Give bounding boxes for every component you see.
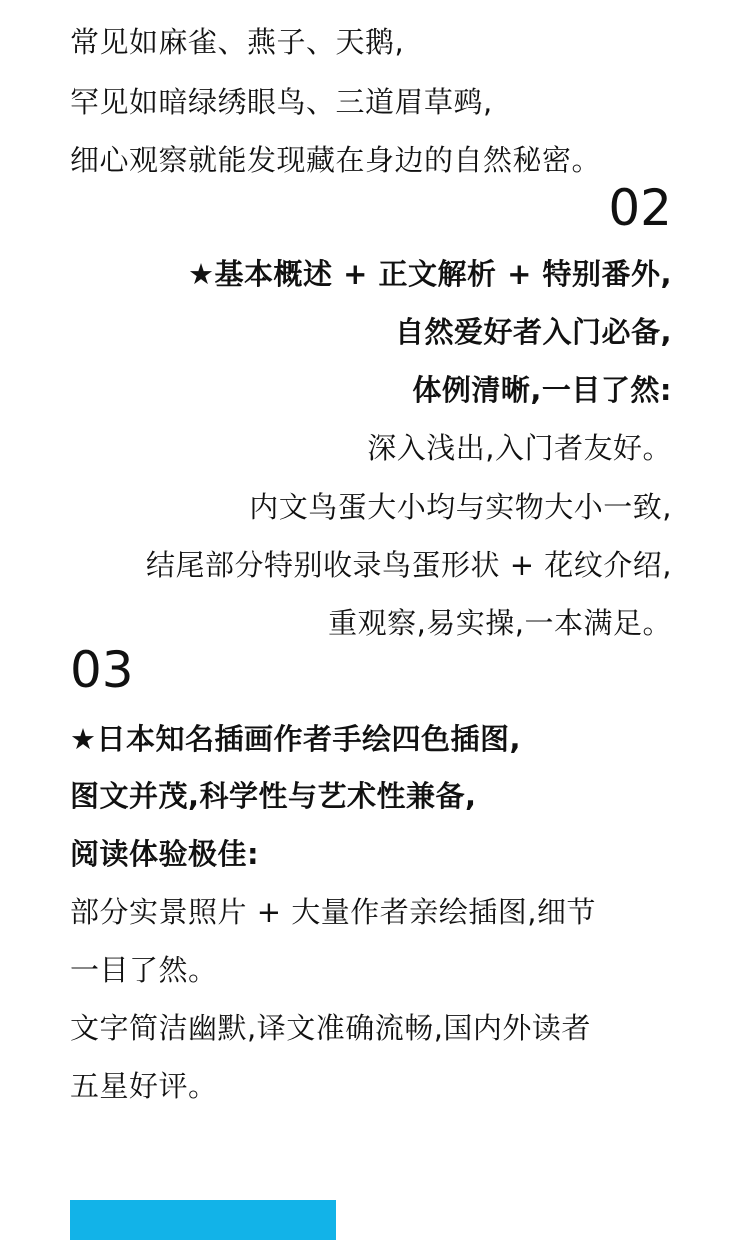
section02-bold-line-2: 自然爱好者入门必备, (394, 315, 672, 349)
section03-line-3: 文字简洁幽默,译文准确流畅,国内外读者 (70, 1011, 591, 1045)
section02-line-4: 重观察,易实操,一本满足。 (328, 606, 672, 640)
section02-bold-line-1: ★基本概述 + 正文解析 + 特别番外, (188, 257, 672, 291)
next-section-heading-bar (70, 1200, 336, 1240)
section03-line-2: 一目了然。 (70, 953, 218, 987)
section01-line-2: 罕见如暗绿绣眼鸟、三道眉草鹀, (70, 85, 493, 119)
section03-number: 03 (70, 641, 134, 699)
section03-bold-line-2: 图文并茂,科学性与艺术性兼备, (70, 779, 477, 813)
section03-bold-line-1: ★日本知名插画作者手绘四色插图, (70, 722, 522, 756)
section01-line-3: 细心观察就能发现藏在身边的自然秘密。 (70, 143, 602, 177)
section03-bold-line-3: 阅读体验极佳: (70, 837, 260, 871)
section01-line-1: 常见如麻雀、燕子、天鹅, (70, 25, 405, 59)
section03-line-4: 五星好评。 (70, 1069, 218, 1103)
section03-line-1: 部分实景照片 + 大量作者亲绘插图,细节 (70, 895, 596, 929)
section02-line-2: 内文鸟蛋大小均与实物大小一致, (249, 490, 672, 524)
section02-line-1: 深入浅出,入门者友好。 (367, 431, 672, 465)
section02-bold-line-3: 体例清晰,一目了然: (412, 373, 672, 407)
section02-line-3: 结尾部分特别收录鸟蛋形状 + 花纹介绍, (146, 548, 672, 582)
section02-number: 02 (608, 179, 672, 237)
